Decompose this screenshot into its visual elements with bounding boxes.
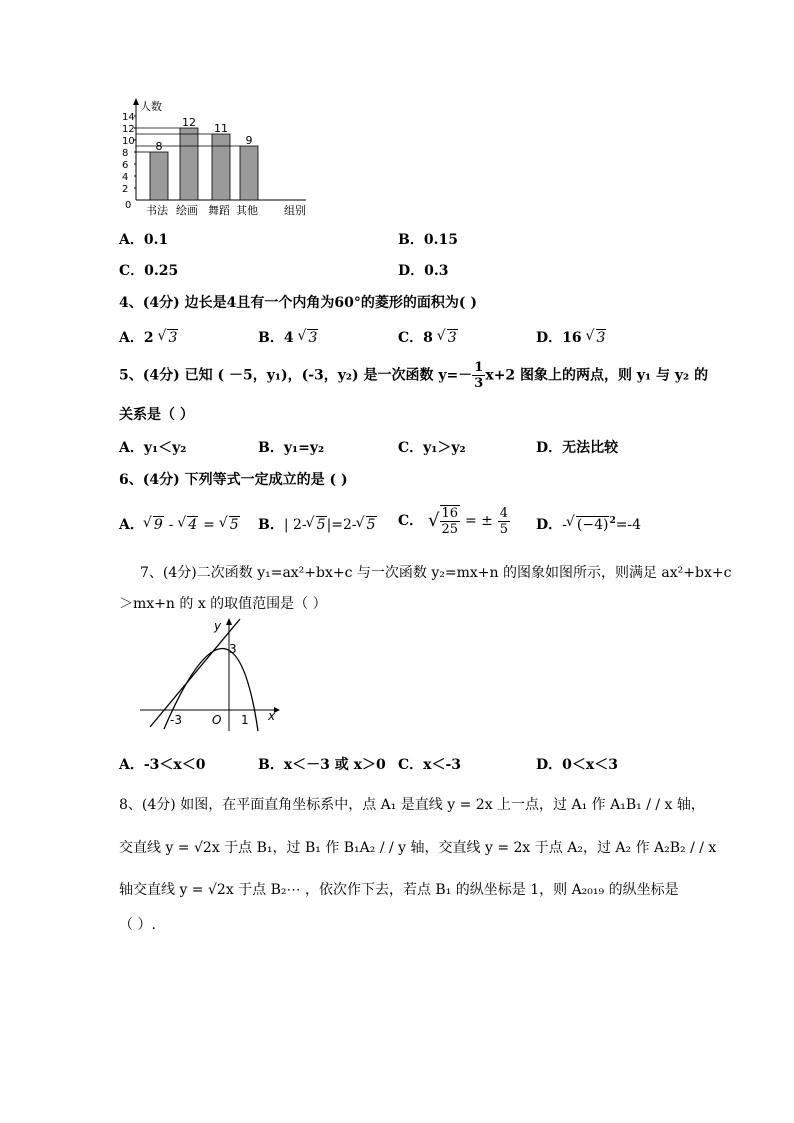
fraction: $\frac{1}{3}$ (474, 360, 484, 391)
q3-option-a[interactable]: A．0.1 (119, 232, 169, 248)
graph-y-label: y (214, 619, 222, 633)
bar-chart (112, 96, 312, 222)
q7-text-line2: ＞mx+n 的 x 的取值范围是（ ） (119, 596, 327, 612)
q3-option-b[interactable]: B．0.15 (398, 232, 458, 248)
q4-d-prefix: D．16 (536, 330, 582, 346)
graph-label-3: 3 (229, 642, 237, 656)
function-graph (134, 617, 284, 737)
q3-option-d[interactable]: D．0.3 (398, 263, 449, 279)
q5-option-d[interactable]: D．无法比较 (536, 440, 619, 456)
y-axis-label: 人数 (140, 100, 162, 113)
q7-text-line1: 7、(4分)二次函数 y₁=ax²+bx+c 与一次函数 y₂=mx+n 的图象如图所示，则满足 ax²+bx+c (140, 565, 732, 581)
fraction: $\frac{16}{25}$ (441, 506, 459, 537)
q3-option-c[interactable]: C．0.25 (119, 263, 179, 279)
q6-option-c[interactable]: C． √ $\frac{16}{25}$ = ± $\frac{4}{5}$ (398, 505, 509, 537)
q6-text: 6、(4分) 下列等式一定成立的是 ( ) (119, 472, 348, 488)
category-label: 绘画 (176, 204, 198, 217)
bar-value-label: 9 (245, 134, 253, 147)
q4-option-d[interactable] (536, 327, 606, 347)
bar-value-label: 12 (182, 116, 196, 129)
sqrt-symbol: √ 3 (298, 330, 318, 346)
fraction: $\frac{4}{5}$ (499, 505, 509, 537)
graph-origin-label: O (212, 713, 222, 727)
sqrt-symbol: √ 3 (438, 330, 458, 346)
q5-text-line2: 关系是（ ） (119, 407, 194, 423)
y-tick-label: 2 (122, 184, 129, 195)
y-tick-label: 14 (122, 112, 135, 123)
q4-option-a[interactable] (119, 327, 178, 347)
q6-option-d[interactable]: D．-√ $(-4)^2=-4$ (536, 514, 641, 534)
y-tick-label: 10 (122, 136, 135, 147)
q7-option-b[interactable]: B．x＜－3 或 x＞0 (258, 757, 386, 773)
q8-text-line4: （ ）. (119, 917, 156, 933)
graph-label-neg3: -3 (170, 713, 182, 727)
y-axis-arrow-icon (133, 98, 139, 105)
q8-text-line3: 轴交直线 y = √2x 于点 B₂⋯ ，依次作下去，若点 B₁ 的纵坐标是 1，则 A₂₀₁₉ 的纵坐标是 (119, 882, 679, 898)
x-axis-label: 组别 (284, 204, 306, 217)
bar-value-label: 8 (155, 140, 163, 153)
q8-text-line2: 交直线 y = √2x 于点 B₁，过 B₁ 作 B₁A₂ / / y 轴，交直线 y = 2x 于点 A₂，过 A₂ 作 A₂B₂ / / x (119, 840, 717, 856)
q8-text-line1: 8、(4分) 如图，在平面直角坐标系中，点 A₁ 是直线 y = 2x 上一点，过 A₁ 作 A₁B₁ / / x 轴， (119, 797, 705, 813)
q5-text: 5、(4分) 已知 ( －5，y₁)，(-3，y₂) 是一次函数 y=－ $\frac{1}{3}$ x+2 图象上的两点，则 y₁ 与 y₂ 的 (119, 360, 709, 391)
y-tick-label: 0 (125, 200, 132, 211)
q4-b-prefix: B．4 (258, 330, 294, 346)
q4-option-c[interactable] (398, 327, 458, 347)
q6-option-a[interactable]: A．√ 9 - √ 4 = √ 5 (119, 514, 240, 534)
y-tick-label: 8 (122, 148, 129, 159)
q6-option-b[interactable]: B．| 2-√ 5|=2-√ 5 (258, 514, 377, 534)
graph-label-1: 1 (241, 713, 249, 727)
y-axis-arrow-icon (226, 618, 232, 625)
q5-option-b[interactable]: B．y₁=y₂ (258, 440, 325, 456)
sqrt-symbol: √ 3 (587, 330, 607, 346)
q5-option-c[interactable]: C．y₁＞y₂ (398, 440, 466, 456)
category-label: 其他 (236, 204, 258, 217)
linear-function-line (150, 619, 240, 727)
category-label: 舞蹈 (208, 204, 230, 217)
y-tick-label: 12 (122, 124, 135, 135)
q7-option-c[interactable]: C．x＜-3 (398, 757, 462, 773)
bar (150, 152, 168, 200)
q4-a-prefix: A．2 (119, 330, 154, 346)
q7-option-a[interactable]: A．-3＜x＜0 (119, 757, 206, 773)
y-tick-label: 6 (122, 160, 129, 171)
q4-text: 4、(4分) 边长是4且有一个内角为60°的菱形的面积为( ) (119, 295, 477, 311)
bar (240, 146, 258, 200)
y-tick-label: 4 (122, 172, 129, 183)
q5-option-a[interactable]: A．y₁＜y₂ (119, 440, 187, 456)
bar (180, 128, 198, 200)
q7-option-d[interactable]: D．0＜x＜3 (536, 757, 618, 773)
q4-c-prefix: C．8 (398, 330, 433, 346)
bar-value-label: 11 (214, 122, 228, 135)
bar (212, 134, 230, 200)
category-label: 书法 (146, 204, 168, 217)
graph-x-label: x (268, 709, 276, 723)
sqrt-symbol: √ 3 (158, 330, 178, 346)
q4-option-b[interactable] (258, 327, 318, 347)
